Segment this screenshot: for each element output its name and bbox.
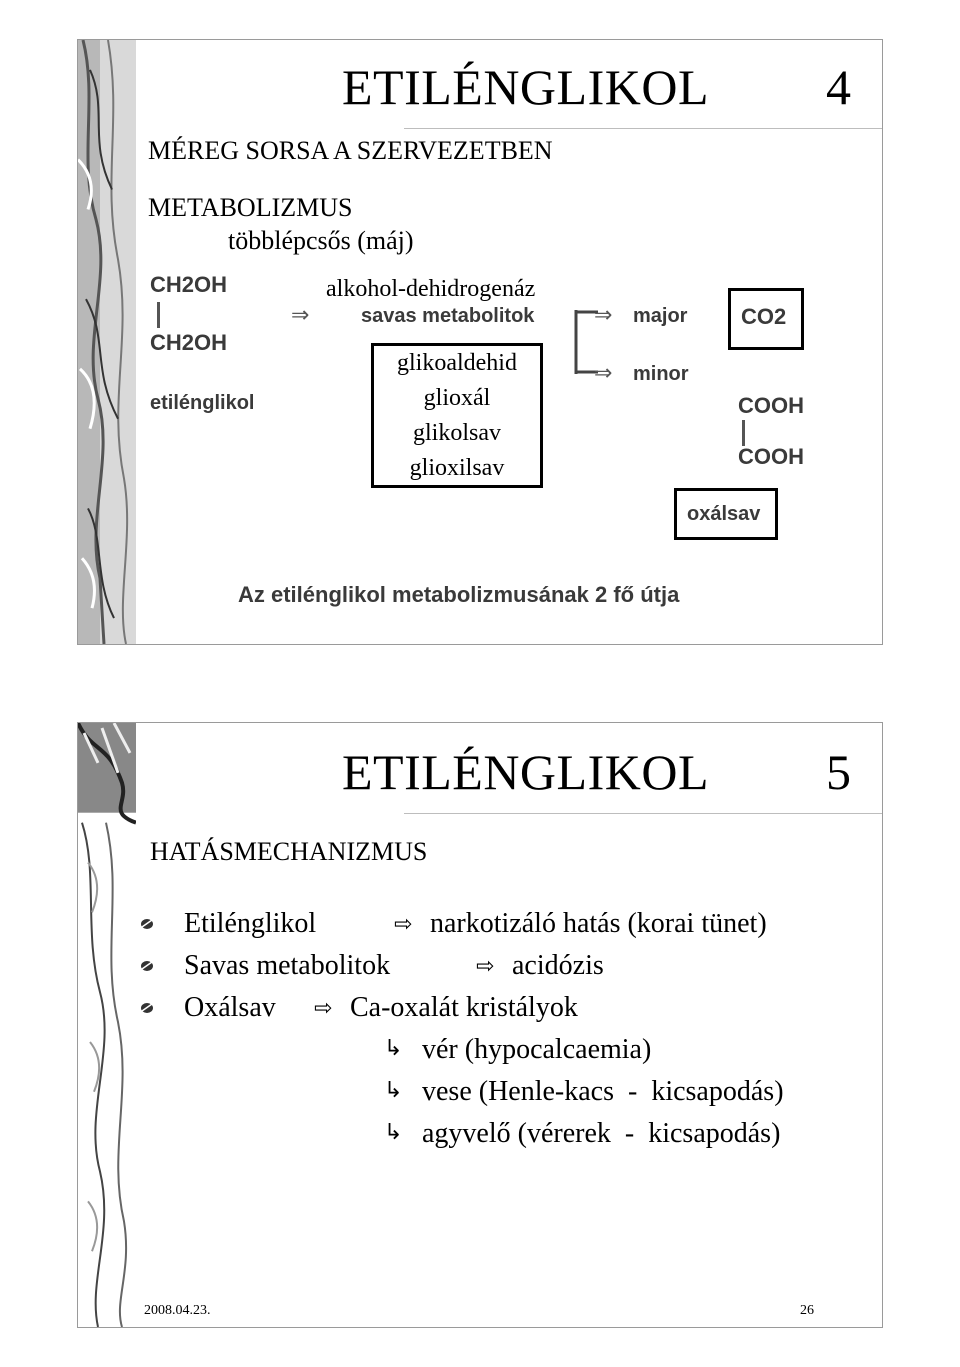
slide-number: 4 — [826, 59, 851, 115]
hooked-arrow-icon: ↳ — [384, 1078, 403, 1103]
oxalic-acid-label: oxálsav — [687, 503, 761, 525]
outline-arrow-icon: ⇨ — [394, 912, 413, 937]
title-divider — [404, 128, 882, 129]
bullet-icon — [140, 959, 154, 973]
intermediate-item: glioxilsav — [409, 455, 505, 481]
co2-label: CO2 — [741, 304, 787, 329]
consequence-text: agyvelő (vérerek - kicsapodás) — [422, 1118, 781, 1149]
hooked-arrow-icon: ↳ — [384, 1036, 403, 1061]
sub-detail: többlépcsős (máj) — [228, 226, 414, 255]
bullet-effect: Ca-oxalát kristályok — [350, 992, 578, 1023]
consequence-text: vese (Henle-kacs - kicsapodás) — [422, 1076, 784, 1107]
bullet-effect: acidózis — [512, 950, 604, 981]
slide-4 — [77, 39, 883, 645]
footer-page-number: 26 — [800, 1303, 814, 1318]
arrow-minor-icon: ⇒ — [594, 361, 613, 386]
decorative-texture-strip — [78, 723, 136, 1327]
section-heading: MÉREG SORSA A SZERVEZETBEN — [148, 136, 553, 165]
bond-line — [157, 302, 160, 328]
minor-label: minor — [633, 363, 689, 385]
footer-date: 2008.04.23. — [144, 1303, 211, 1318]
arrow-right-icon: ⇒ — [291, 303, 310, 328]
slide-title: ETILÉNGLIKOL — [342, 744, 709, 800]
slide-5 — [77, 722, 883, 1328]
bullet-term: Savas metabolitok — [184, 950, 391, 981]
intermediate-item: glikolsav — [413, 420, 501, 446]
formula-bottom: CH2OH — [150, 330, 228, 355]
intermediate-item: glioxál — [423, 385, 491, 411]
subheading: METABOLIZMUS — [148, 193, 353, 222]
outline-arrow-icon: ⇨ — [314, 996, 333, 1021]
consequence-text: vér (hypocalcaemia) — [422, 1034, 652, 1065]
enzyme-label: alkohol-dehidrogenáz — [326, 276, 536, 302]
bullet-term: Oxálsav — [184, 992, 276, 1023]
cooh-bottom: COOH — [738, 444, 804, 469]
bullet-icon — [140, 917, 154, 931]
bullet-term: Etilénglikol — [184, 908, 317, 939]
intermediate-item: glikoaldehid — [397, 350, 517, 376]
decorative-texture-strip — [78, 40, 136, 644]
bullet-effect: narkotizáló hatás (korai tünet) — [430, 908, 767, 939]
oxalic-acid-box — [674, 488, 778, 540]
bullet-icon — [140, 1001, 154, 1015]
acid-metabolites-label: savas metabolitok — [361, 305, 535, 327]
hooked-arrow-icon: ↳ — [384, 1120, 403, 1145]
title-divider — [404, 813, 882, 814]
compound-label: etilénglikol — [150, 392, 255, 414]
list-item — [134, 992, 834, 1026]
diagram-caption: Az etilénglikol metabolizmusának 2 fő útja — [238, 582, 680, 607]
intermediates-box — [371, 343, 543, 488]
outline-arrow-icon: ⇨ — [476, 954, 495, 979]
list-item — [134, 950, 834, 984]
bond-line — [742, 420, 745, 446]
list-item — [134, 908, 834, 942]
section-heading: HATÁSMECHANIZMUS — [150, 837, 428, 866]
arrow-major-icon: ⇒ — [594, 303, 613, 328]
slide-number: 5 — [826, 744, 851, 800]
slide-title: ETILÉNGLIKOL — [342, 59, 709, 115]
formula-top: CH2OH — [150, 272, 228, 297]
major-label: major — [633, 305, 688, 327]
cooh-top: COOH — [738, 393, 804, 418]
co2-box — [728, 288, 804, 350]
